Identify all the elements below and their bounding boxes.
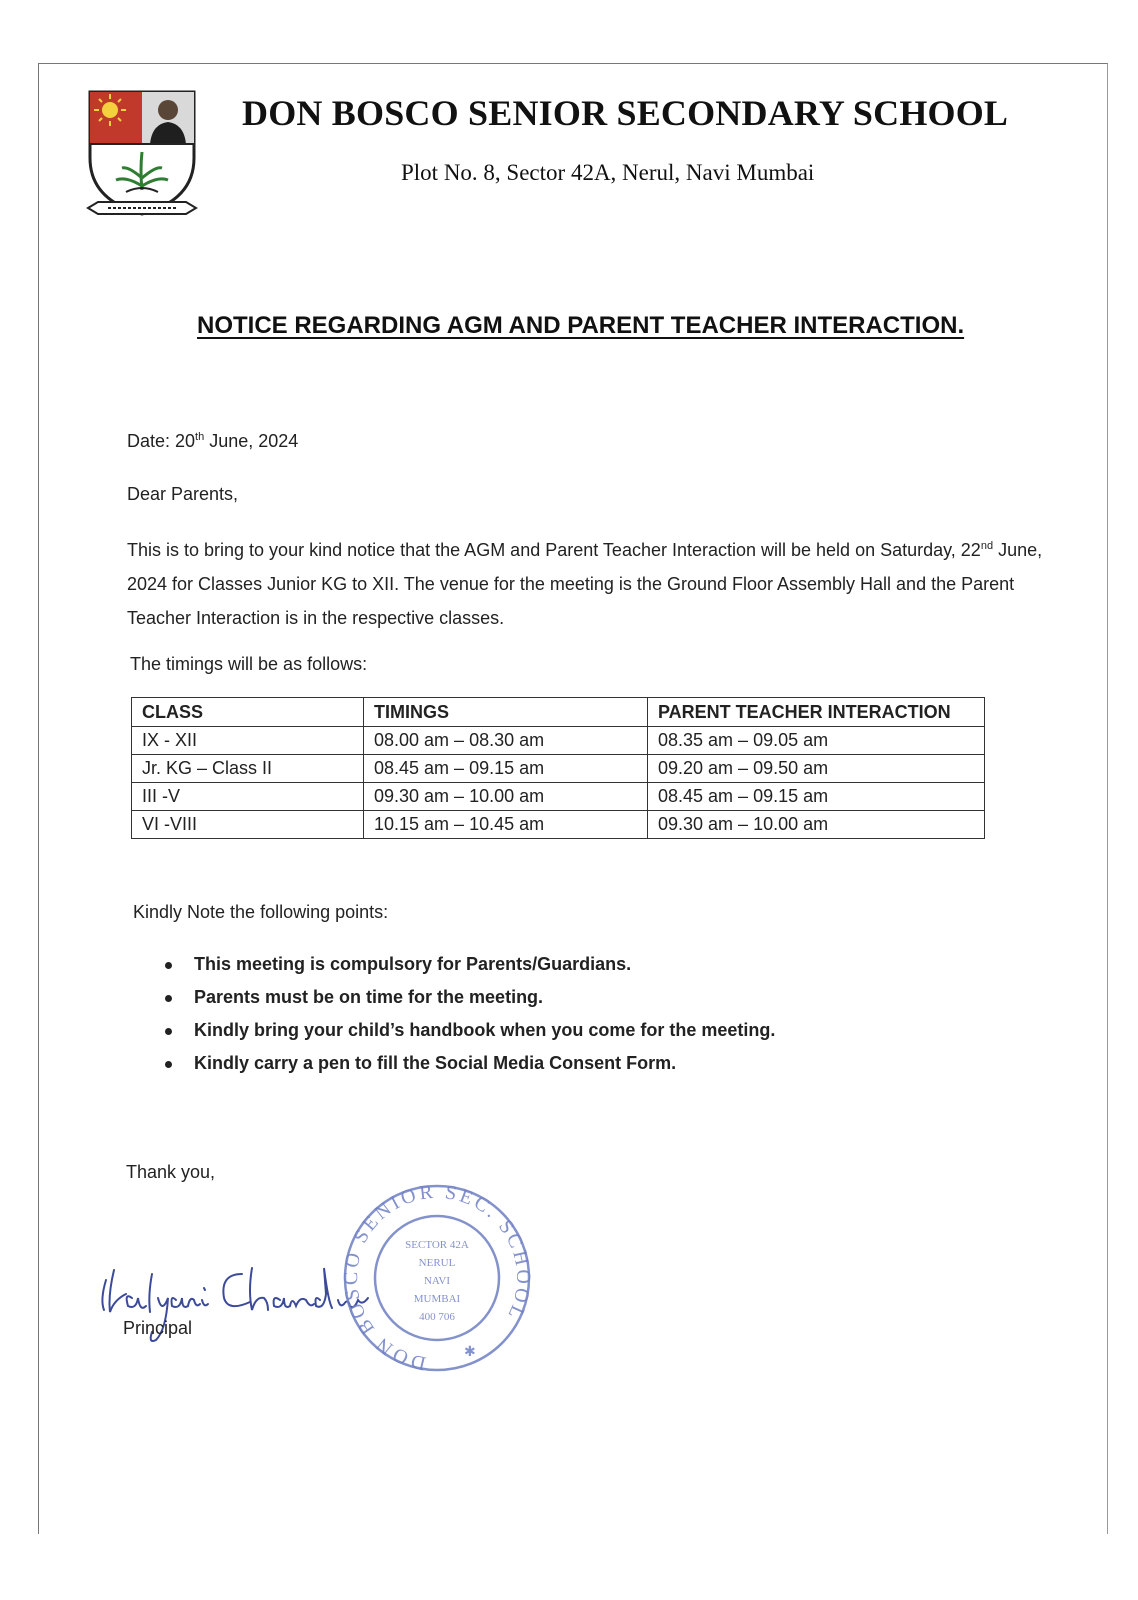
cell-class: Jr. KG – Class II [132, 755, 364, 783]
header-pti: PARENT TEACHER INTERACTION [648, 698, 985, 727]
cell-class: VI -VIII [132, 811, 364, 839]
bullet-icon [165, 1028, 172, 1035]
cell-timings: 08.00 am – 08.30 am [364, 727, 648, 755]
school-crest-logo [86, 88, 198, 226]
timings-table [131, 697, 985, 839]
salutation: Dear Parents, [127, 484, 239, 504]
table-row [132, 727, 985, 755]
cell-pti: 09.30 am – 10.00 am [648, 811, 985, 839]
bullet-icon [165, 995, 172, 1002]
svg-text:400 706: 400 706 [419, 1311, 455, 1323]
principal-label: Principal [123, 1318, 193, 1338]
body-paragraph: This is to bring to your kind notice that the AGM and Parent Teacher Interaction will be held on Saturday, 22nd June, 2024 for Classes Junior KG to XII. The venue for the meeting is the Ground Floor Assembly Hall and the Parent Teacher Interaction is in the respective classes. [127, 540, 1043, 628]
svg-text:MUMBAI: MUMBAI [413, 1293, 461, 1305]
cell-timings: 08.45 am – 09.15 am [364, 755, 648, 783]
list-item: This meeting is compulsory for Parents/Guardians. [165, 948, 775, 981]
table-row [132, 783, 985, 811]
cell-pti: 08.45 am – 09.15 am [648, 783, 985, 811]
list-item: Parents must be on time for the meeting. [165, 981, 775, 1014]
table-row [132, 755, 985, 783]
notice-date: Date: 20th June, 2024 [127, 431, 299, 451]
header-timings: TIMINGS [364, 698, 648, 727]
bullet-icon [165, 1061, 172, 1068]
notice-title: NOTICE REGARDING AGM AND PARENT TEACHER INTERACTION. [197, 312, 965, 339]
timings-intro: The timings will be as follows: [130, 654, 368, 674]
school-name: DON BOSCO SENIOR SECONDARY SCHOOL [242, 93, 1009, 133]
points-intro: Kindly Note the following points: [133, 902, 389, 922]
svg-text:DON BOSCO SENIOR SEC. SCHOOL: DON BOSCO SENIOR SEC. SCHOOL [340, 1180, 535, 1375]
cell-pti: 09.20 am – 09.50 am [648, 755, 985, 783]
bullet-icon [165, 962, 172, 969]
list-item: Kindly carry a pen to fill the Social Media Consent Form. [165, 1047, 775, 1080]
closing-thanks: Thank you, [126, 1162, 216, 1182]
table-row [132, 811, 985, 839]
header-class: CLASS [132, 698, 364, 727]
points-list [165, 948, 775, 1080]
svg-text:SECTOR 42A: SECTOR 42A [405, 1239, 469, 1251]
list-item: Kindly bring your child’s handbook when you come for the meeting. [165, 1014, 775, 1047]
table-header-row [132, 698, 985, 727]
school-stamp-seal [340, 1178, 535, 1378]
cell-class: III -V [132, 783, 364, 811]
svg-text:NAVI: NAVI [423, 1275, 451, 1287]
svg-text:NERUL: NERUL [418, 1257, 456, 1269]
school-address: Plot No. 8, Sector 42A, Nerul, Navi Mumbai [401, 160, 815, 185]
cell-pti: 08.35 am – 09.05 am [648, 727, 985, 755]
cell-timings: 10.15 am – 10.45 am [364, 811, 648, 839]
cell-class: IX - XII [132, 727, 364, 755]
cell-timings: 09.30 am – 10.00 am [364, 783, 648, 811]
svg-text:✱: ✱ [464, 1343, 476, 1359]
